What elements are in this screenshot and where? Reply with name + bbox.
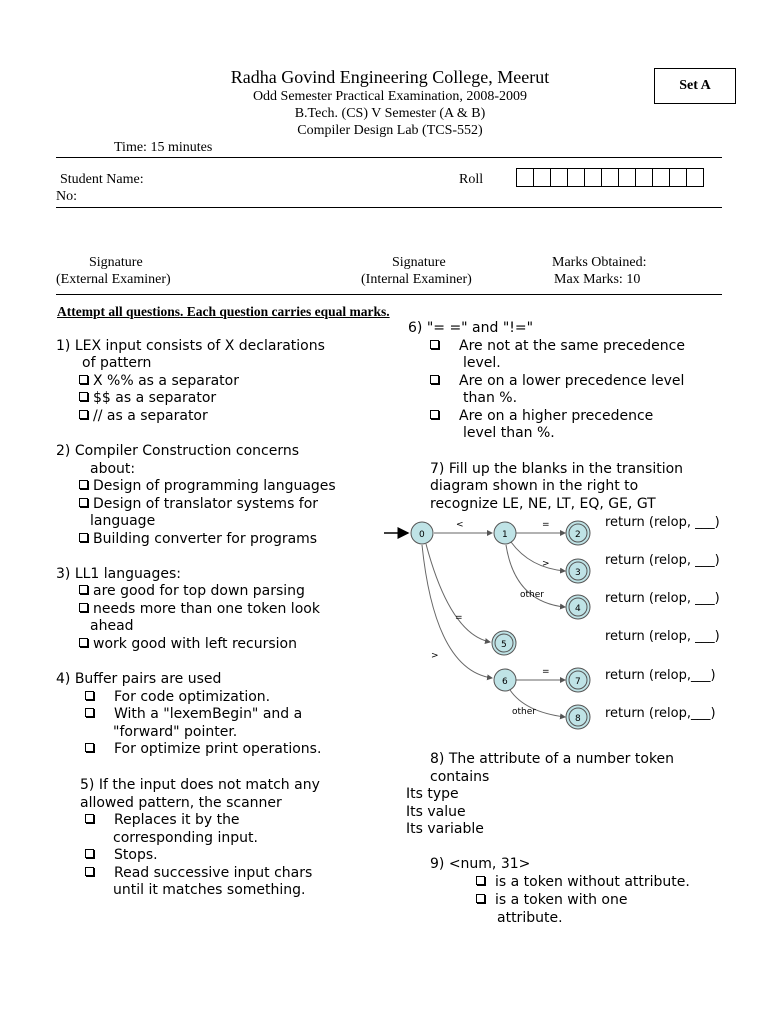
svg-text:7: 7 bbox=[575, 677, 581, 687]
roll-no-label: No: bbox=[56, 189, 77, 204]
checkbox-icon bbox=[79, 480, 88, 489]
checkbox-icon bbox=[430, 375, 439, 384]
q5-option-2: Stops. bbox=[85, 847, 158, 864]
internal-signature: Signature bbox=[392, 255, 446, 270]
q4-option-1: For code optimization. bbox=[85, 689, 270, 706]
q6-option-3-cont: level than %. bbox=[463, 425, 555, 441]
checkbox-icon bbox=[79, 638, 88, 647]
q5-option-1: Replaces it by the bbox=[85, 812, 240, 829]
max-marks: Max Marks: 10 bbox=[554, 272, 641, 287]
svg-text:0: 0 bbox=[419, 530, 425, 540]
return-line: return (relop, ___) bbox=[605, 629, 720, 644]
edge-1-3 bbox=[511, 542, 565, 571]
divider bbox=[56, 294, 722, 295]
q1-option-2: $$ as a separator bbox=[79, 390, 216, 407]
q8-text: 8) The attribute of a number token bbox=[430, 751, 675, 767]
svg-text:8: 8 bbox=[575, 714, 581, 724]
svg-text:5: 5 bbox=[501, 640, 507, 650]
edge-label: = bbox=[455, 613, 463, 623]
q5-option-3-cont: until it matches something. bbox=[113, 882, 306, 898]
marks-obtained: Marks Obtained: bbox=[552, 255, 647, 270]
checkbox-icon bbox=[476, 894, 485, 903]
q6-option-3: Are on a higher precedence bbox=[430, 408, 653, 425]
q8-text-cont: contains bbox=[430, 769, 490, 785]
q4-option-3: For optimize print operations. bbox=[85, 741, 321, 758]
state-6 bbox=[494, 669, 516, 691]
return-line: return (relop, ___) bbox=[605, 515, 720, 530]
q8-option-2: Its value bbox=[406, 804, 466, 820]
return-line: return (relop, ___) bbox=[605, 591, 720, 606]
external-signature: Signature bbox=[89, 255, 143, 270]
return-line: return (relop, ___) bbox=[605, 553, 720, 568]
q6-option-1: Are not at the same precedence bbox=[430, 338, 685, 355]
time-label: Time: 15 minutes bbox=[114, 140, 213, 155]
q9-option-1: is a token without attribute. bbox=[476, 874, 690, 891]
checkbox-icon bbox=[79, 410, 88, 419]
edge-label: > bbox=[431, 651, 439, 661]
checkbox-icon bbox=[85, 867, 94, 876]
lab-title: Compiler Design Lab (TCS-552) bbox=[297, 123, 483, 138]
q8-option-1: Its type bbox=[406, 786, 459, 802]
exam-title: Odd Semester Practical Examination, 2008-2009 bbox=[252, 89, 528, 104]
q5-text: 5) If the input does not match any bbox=[80, 777, 320, 793]
q3-option-2: needs more than one token look bbox=[79, 601, 320, 618]
checkbox-icon bbox=[79, 375, 88, 384]
state-5 bbox=[492, 631, 516, 655]
divider bbox=[56, 207, 722, 208]
state-3 bbox=[566, 559, 590, 583]
svg-text:3: 3 bbox=[575, 568, 581, 578]
checkbox-icon bbox=[430, 340, 439, 349]
q5-text-cont: allowed pattern, the scanner bbox=[80, 795, 282, 811]
checkbox-icon bbox=[79, 392, 88, 401]
state-8 bbox=[566, 705, 590, 729]
q3-text: 3) LL1 languages: bbox=[56, 566, 181, 582]
q9-option-2-cont: attribute. bbox=[497, 910, 563, 926]
q2-option-2: Design of translator systems for bbox=[79, 496, 318, 513]
svg-text:2: 2 bbox=[575, 530, 581, 540]
checkbox-icon bbox=[85, 708, 94, 717]
checkbox-icon bbox=[79, 603, 88, 612]
q3-option-2-cont: ahead bbox=[90, 618, 134, 634]
q6-option-2-cont: than %. bbox=[463, 390, 518, 406]
q2-text: 2) Compiler Construction concerns bbox=[56, 443, 299, 459]
course-title: B.Tech. (CS) V Semester (A & B) bbox=[294, 106, 486, 121]
edge-label: other bbox=[520, 590, 544, 600]
edge-label: other bbox=[512, 707, 536, 717]
state-2 bbox=[566, 521, 590, 545]
edge-0-5 bbox=[426, 544, 490, 642]
q5-option-1-cont: corresponding input. bbox=[113, 830, 258, 846]
roll-label: Roll bbox=[459, 172, 484, 187]
q6-text: 6) "= =" and "!=" bbox=[408, 320, 534, 336]
checkbox-icon bbox=[85, 691, 94, 700]
college-title: Radha Govind Engineering College, Meerut bbox=[230, 67, 550, 87]
svg-text:6: 6 bbox=[502, 677, 508, 687]
q4-option-2-cont: "forward" pointer. bbox=[113, 724, 238, 740]
state-1 bbox=[494, 522, 516, 544]
q8-option-3: Its variable bbox=[406, 821, 484, 837]
q1-option-3: // as a separator bbox=[79, 408, 208, 425]
checkbox-icon bbox=[85, 743, 94, 752]
q2-option-2-cont: language bbox=[90, 513, 156, 529]
checkbox-icon bbox=[85, 814, 94, 823]
q6-option-2: Are on a lower precedence level bbox=[430, 373, 684, 390]
roll-number-boxes[interactable] bbox=[517, 168, 704, 187]
q7-text: 7) Fill up the blanks in the transition bbox=[430, 461, 684, 477]
return-line: return (relop,___) bbox=[605, 706, 716, 721]
return-line: return (relop,___) bbox=[605, 668, 716, 683]
q9-text: 9) <num, 31> bbox=[430, 856, 531, 872]
edge-label: > bbox=[542, 559, 550, 569]
checkbox-icon bbox=[79, 498, 88, 507]
q2-text-cont: about: bbox=[90, 461, 136, 477]
checkbox-icon bbox=[85, 849, 94, 858]
q7-text-cont2: recognize LE, NE, LT, EQ, GE, GT bbox=[430, 496, 656, 512]
svg-text:1: 1 bbox=[502, 530, 508, 540]
q9-option-2: is a token with one bbox=[476, 892, 627, 909]
state-7 bbox=[566, 668, 590, 692]
external-examiner-label: (External Examiner) bbox=[56, 272, 171, 287]
state-0 bbox=[411, 522, 433, 544]
q2-option-1: Design of programming languages bbox=[79, 478, 336, 495]
transition-diagram bbox=[380, 510, 680, 735]
q3-option-3: work good with left recursion bbox=[79, 636, 297, 653]
edge-label: = bbox=[542, 520, 550, 530]
edge-label: = bbox=[542, 667, 550, 677]
q4-text: 4) Buffer pairs are used bbox=[56, 671, 222, 687]
q5-option-3: Read successive input chars bbox=[85, 865, 312, 882]
state-4 bbox=[566, 595, 590, 619]
q1-text: 1) LEX input consists of X declarations bbox=[56, 338, 325, 354]
q4-option-2: With a "lexemBegin" and a bbox=[85, 706, 302, 723]
q3-option-1: are good for top down parsing bbox=[79, 583, 305, 600]
svg-text:4: 4 bbox=[575, 604, 581, 614]
internal-examiner-label: (Internal Examiner) bbox=[361, 272, 472, 287]
checkbox-icon bbox=[476, 876, 485, 885]
divider bbox=[56, 157, 722, 158]
q1-option-1: X %% as a separator bbox=[79, 373, 239, 390]
q1-text-cont: of pattern bbox=[82, 355, 152, 371]
checkbox-icon bbox=[430, 410, 439, 419]
student-name-label: Student Name: bbox=[60, 172, 144, 187]
edge-label: < bbox=[456, 520, 464, 530]
checkbox-icon bbox=[79, 533, 88, 542]
checkbox-icon bbox=[79, 585, 88, 594]
q2-option-3: Building converter for programs bbox=[79, 531, 317, 548]
instructions: Attempt all questions. Each question carries equal marks. bbox=[57, 304, 390, 319]
q6-option-1-cont: level. bbox=[463, 355, 501, 371]
set-box: Set A bbox=[654, 68, 736, 104]
q7-text-cont: diagram shown in the right to bbox=[430, 478, 639, 494]
